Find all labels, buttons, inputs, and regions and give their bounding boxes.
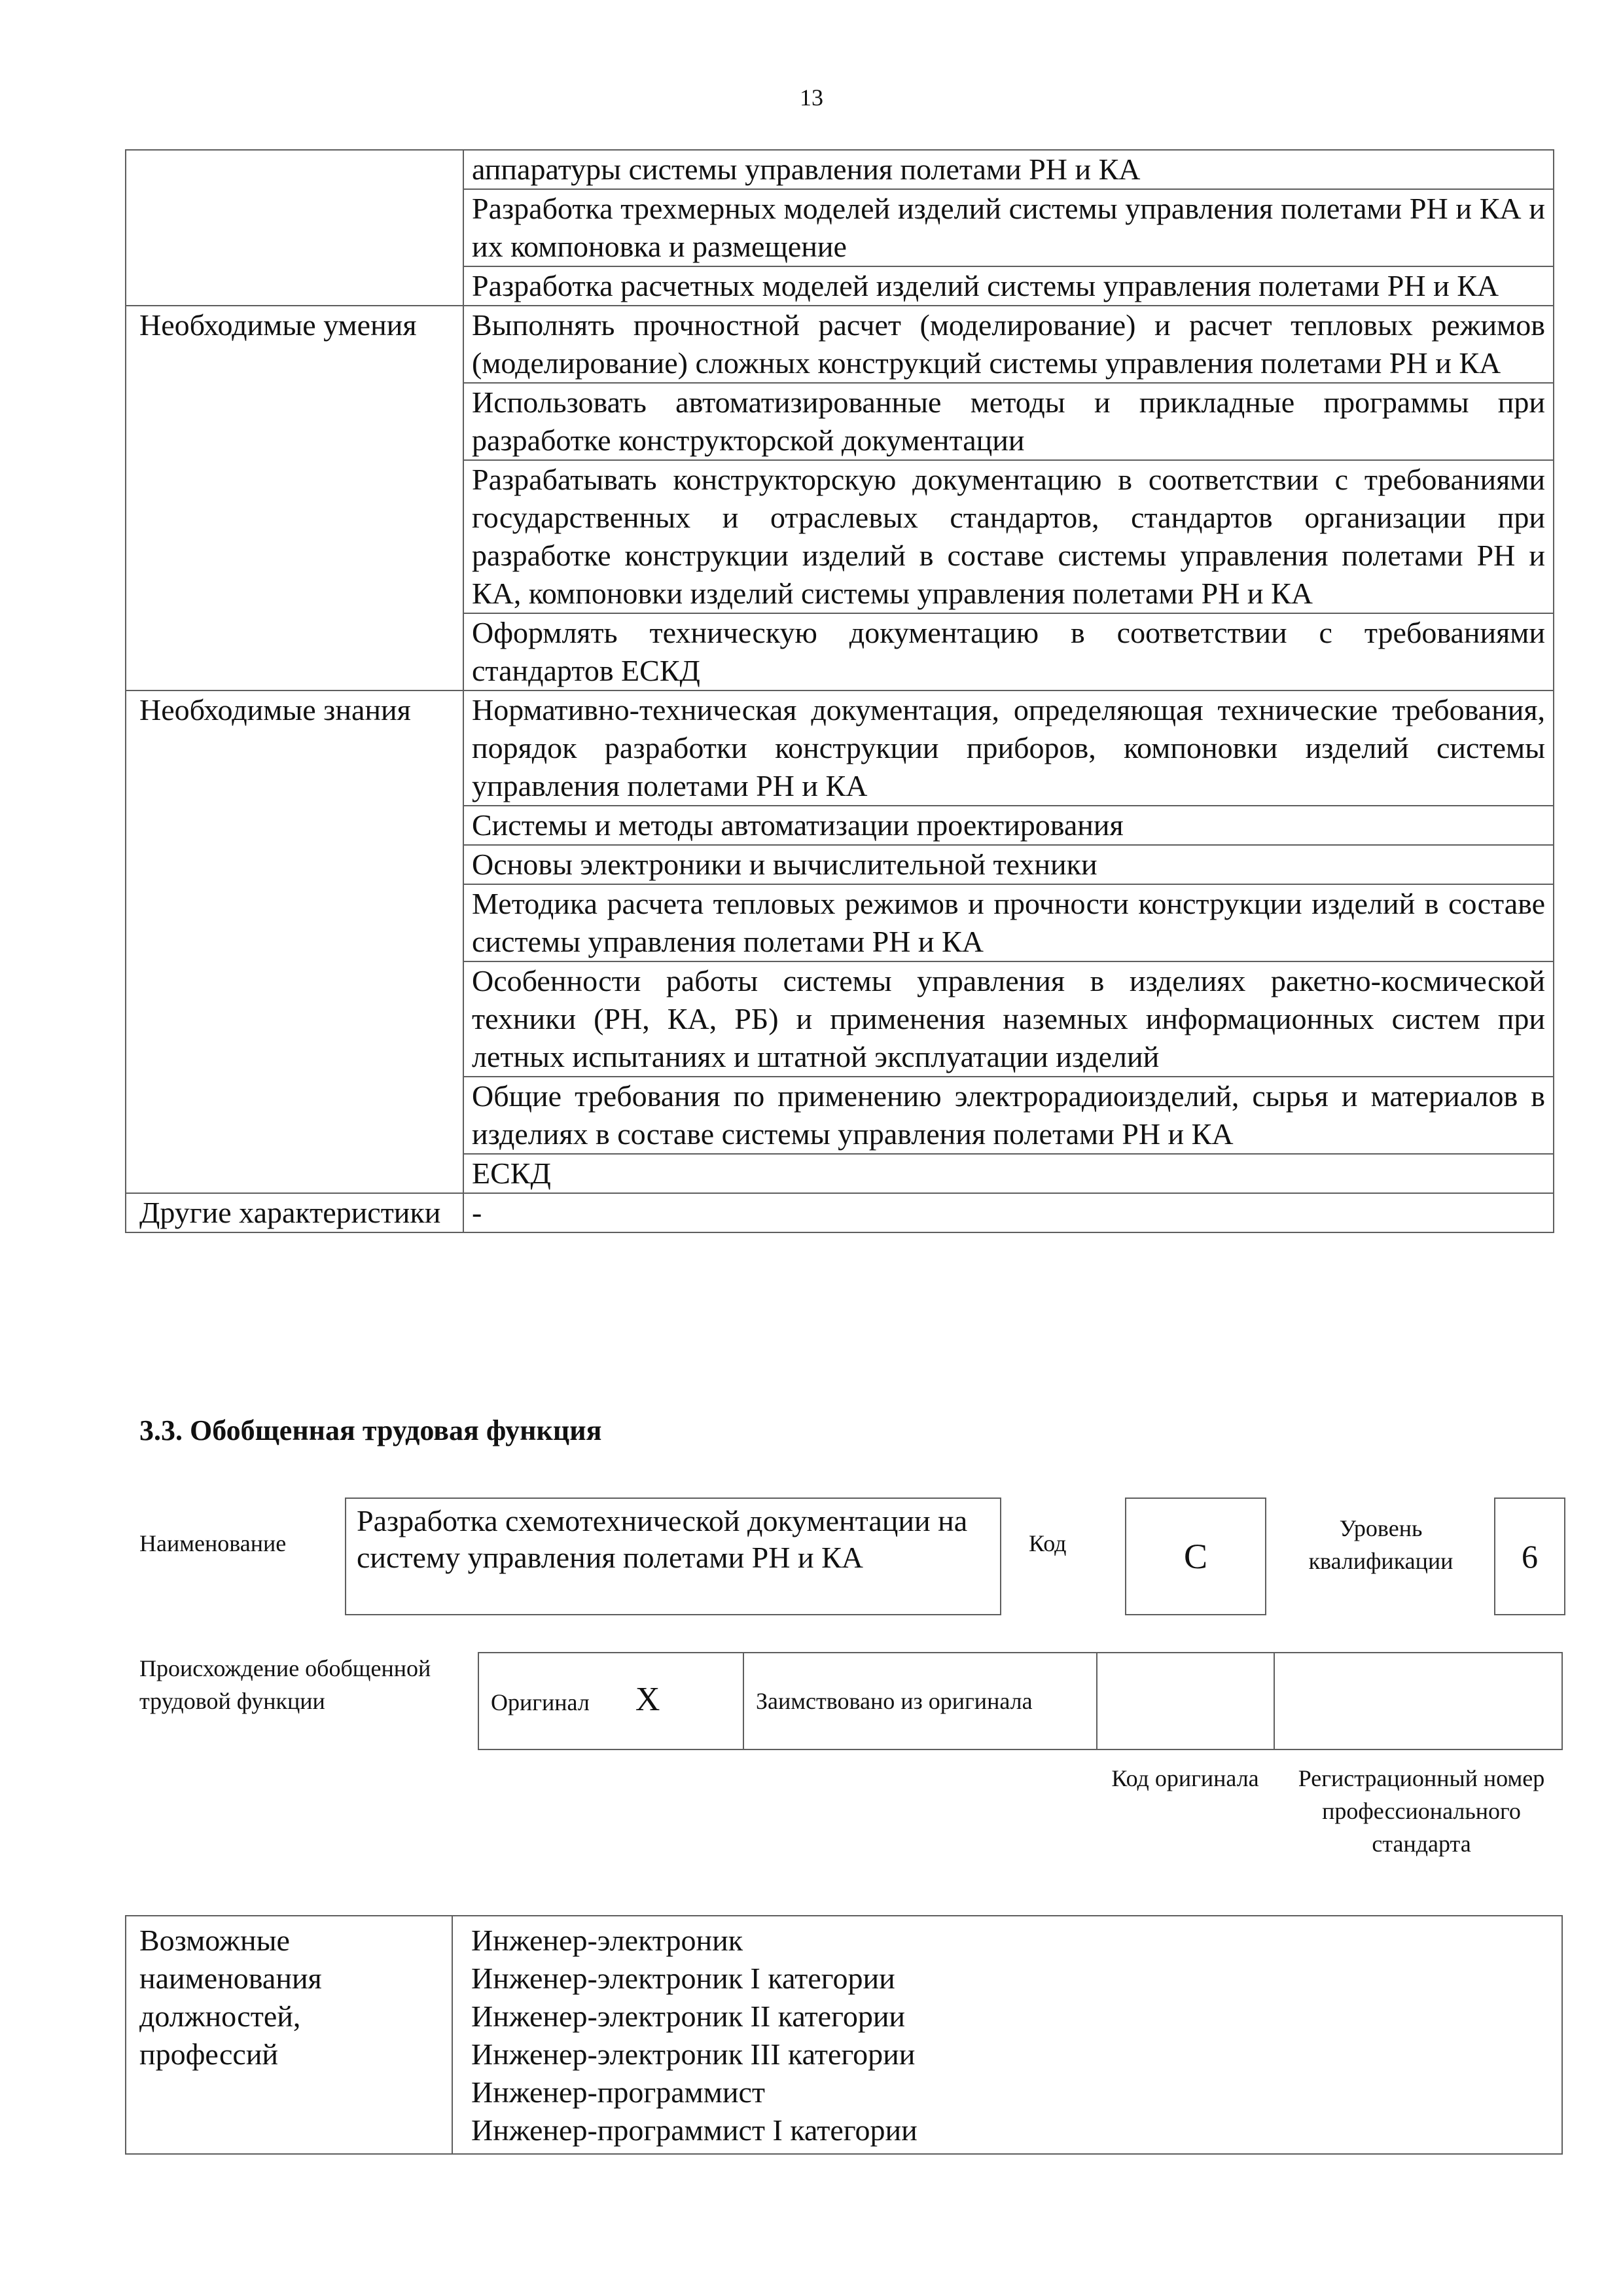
requirements-table — [125, 149, 1554, 1233]
borrowed-label: Заимствовано из оригинала — [743, 1653, 1097, 1749]
action-row: Разработка расчетных моделей изделий системы управления полетами РН и КА — [463, 266, 1554, 306]
level-label: Уровень квалификации — [1308, 1515, 1454, 1574]
reg-number-caption: Регистрационный номер профессионального стандарта — [1298, 1765, 1545, 1857]
original-mark: X — [635, 1681, 660, 1718]
knowledge-label: Необходимые знания — [126, 691, 463, 1193]
position-item: Инженер-электроник I категории — [471, 1962, 895, 1995]
knowledge-row: Методика расчета тепловых режимов и прочности конструкции изделий в составе системы управления полетами РН и КА — [463, 884, 1554, 961]
knowledge-row: Системы и методы автоматизации проектирования — [463, 806, 1554, 845]
code-original-cell — [1097, 1653, 1274, 1749]
knowledge-row: Общие требования по применению электрорадиоизделий, сырья и материалов в изделиях в составе системы управления полетами РН и КА — [463, 1077, 1554, 1154]
knowledge-row: Нормативно-техническая документация, определяющая технические требования, порядок разработки конструкции приборов, компоновки изделий системы управления полетами РН и КА — [463, 691, 1554, 806]
position-item: Инженер-электроник II категории — [471, 2000, 906, 2033]
reg-number-cell — [1274, 1653, 1562, 1749]
skill-row: Оформлять техническую документацию в соответствии с требованиями стандартов ЕСКД — [463, 613, 1554, 691]
positions-table — [125, 1915, 1563, 2155]
code-label: Код — [1029, 1530, 1067, 1556]
position-item: Инженер-программист — [471, 2075, 766, 2109]
skill-row: Использовать автоматизированные методы и прикладные программы при разработке конструкторской документации — [463, 383, 1554, 460]
action-row: аппаратуры системы управления полетами РН и КА — [463, 150, 1554, 189]
continued-label-cell — [126, 150, 463, 306]
position-item: Инженер-программист I категории — [471, 2113, 918, 2147]
skill-row: Выполнять прочностной расчет (моделирование) и расчет тепловых режимов (моделирование) сложных конструкций системы управления полетами РН и КА — [463, 306, 1554, 383]
knowledge-row: ЕСКД — [463, 1154, 1554, 1193]
other-value: - — [463, 1193, 1554, 1232]
skill-row: Разрабатывать конструкторскую документацию в соответствии с требованиями государственных и отраслевых стандартов, стандартов организации при разработке конструкции изделий в составе системы управления полетами РН и КА, компоновки изделий системы управления полетами РН и КА — [463, 460, 1554, 613]
name-value-box: Разработка схемотехнической документации на систему управления полетами РН и КА — [345, 1498, 1001, 1615]
original-label: Оригинал — [491, 1689, 590, 1715]
other-label: Другие характеристики — [126, 1193, 463, 1232]
knowledge-row: Особенности работы системы управления в изделиях ракетно-космической техники (РН, КА, РБ) и применения наземных информационных систем при летных испытаниях и штатной эксплуатации изделий — [463, 961, 1554, 1077]
positions-label: Возможные наименования должностей, профессий — [126, 1916, 452, 2154]
code-value-box: C — [1125, 1498, 1266, 1615]
position-item: Инженер-электроник — [471, 1924, 743, 1957]
positions-list — [452, 1916, 1562, 2154]
page-number: 13 — [800, 84, 823, 111]
level-value-box: 6 — [1494, 1498, 1565, 1615]
code-original-caption: Код оригинала — [1111, 1765, 1259, 1791]
skills-label: Необходимые умения — [126, 306, 463, 691]
name-label: Наименование — [139, 1530, 287, 1556]
original-cell — [478, 1653, 743, 1749]
knowledge-row: Основы электроники и вычислительной техники — [463, 845, 1554, 884]
position-item: Инженер-электроник III категории — [471, 2037, 916, 2071]
origin-table — [478, 1652, 1563, 1750]
section-heading: 3.3. Обобщенная трудовая функция — [139, 1414, 602, 1446]
origin-label: Происхождение обобщенной трудовой функции — [139, 1655, 431, 1714]
action-row: Разработка трехмерных моделей изделий системы управления полетами РН и КА и их компоновка и размещение — [463, 189, 1554, 266]
